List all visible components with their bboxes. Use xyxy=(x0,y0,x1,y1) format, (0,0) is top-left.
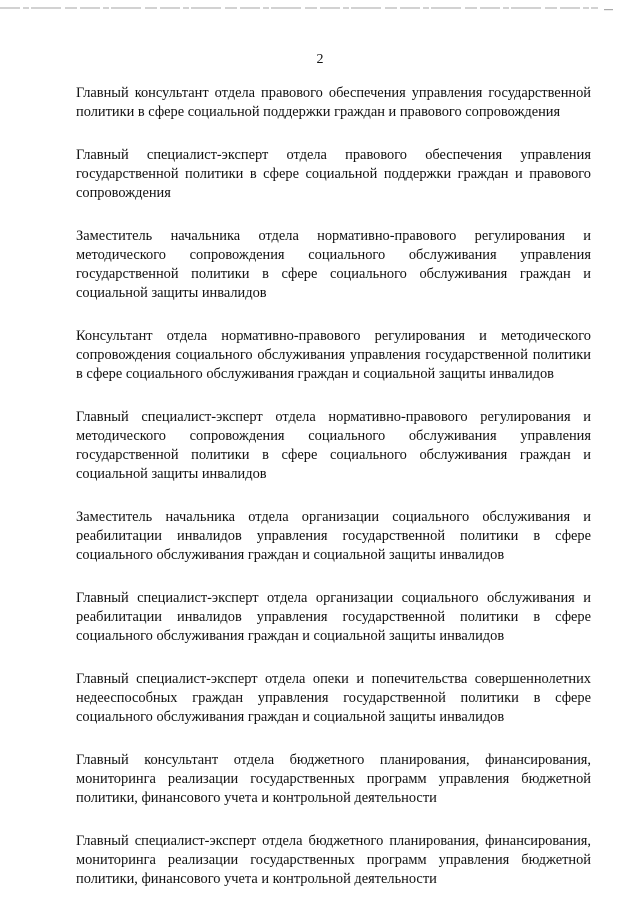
position-entry: Заместитель начальника отдела организации социального обслуживания и реабилитации инвалидов управления государственной политики в сфере социального обслуживания граждан и социальной защиты инвалидов xyxy=(76,509,591,563)
position-list xyxy=(76,84,591,913)
position-entry: Главный специалист-эксперт отдела правового обеспечения управления государственной политики в сфере социальной поддержки граждан и правового сопровождения xyxy=(76,147,591,201)
position-entry: Главный консультант отдела правового обеспечения управления государственной политики в сфере социальной поддержки граждан и правового сопровождения xyxy=(76,85,591,120)
position-entry: Консультант отдела нормативно-правового регулирования и методического сопровождения социального обслуживания управления государственной политики в сфере социального обслуживания граждан и социальной защиты инвалидов xyxy=(76,328,591,382)
page-number: 2 xyxy=(316,52,324,67)
position-entry: Главный специалист-эксперт отдела опеки и попечительства совершеннолетних недееспособных граждан управления государственной политики в сфере социального обслуживания граждан и социальной защиты инвалидов xyxy=(76,671,591,725)
position-entry: Главный специалист-эксперт отдела бюджетного планирования, финансирования, мониторинга реализации государственных программ управления бюджетной политики, финансового учета и контрольной деятельности xyxy=(76,833,591,887)
position-entry: Заместитель начальника отдела нормативно-правового регулирования и методического сопровождения социального обслуживания управления государственной политики в сфере социального обслуживания граждан и социальной защиты инвалидов xyxy=(76,228,591,301)
scan-top-edge xyxy=(0,3,640,13)
svg-text:—: — xyxy=(604,4,613,13)
position-entry: Главный специалист-эксперт отдела организации социального обслуживания и реабилитации инвалидов управления государственной политики в сфере социального обслуживания граждан и социальной защиты инвалидов xyxy=(76,590,591,644)
position-entry: Главный специалист-эксперт отдела нормативно-правового регулирования и методического сопровождения социального обслуживания управления государственной политики в сфере социального обслуживания граждан и социальной защиты инвалидов xyxy=(76,409,591,482)
position-entry: Главный консультант отдела бюджетного планирования, финансирования, мониторинга реализации государственных программ управления бюджетной политики, финансового учета и контрольной деятельности xyxy=(76,752,591,806)
